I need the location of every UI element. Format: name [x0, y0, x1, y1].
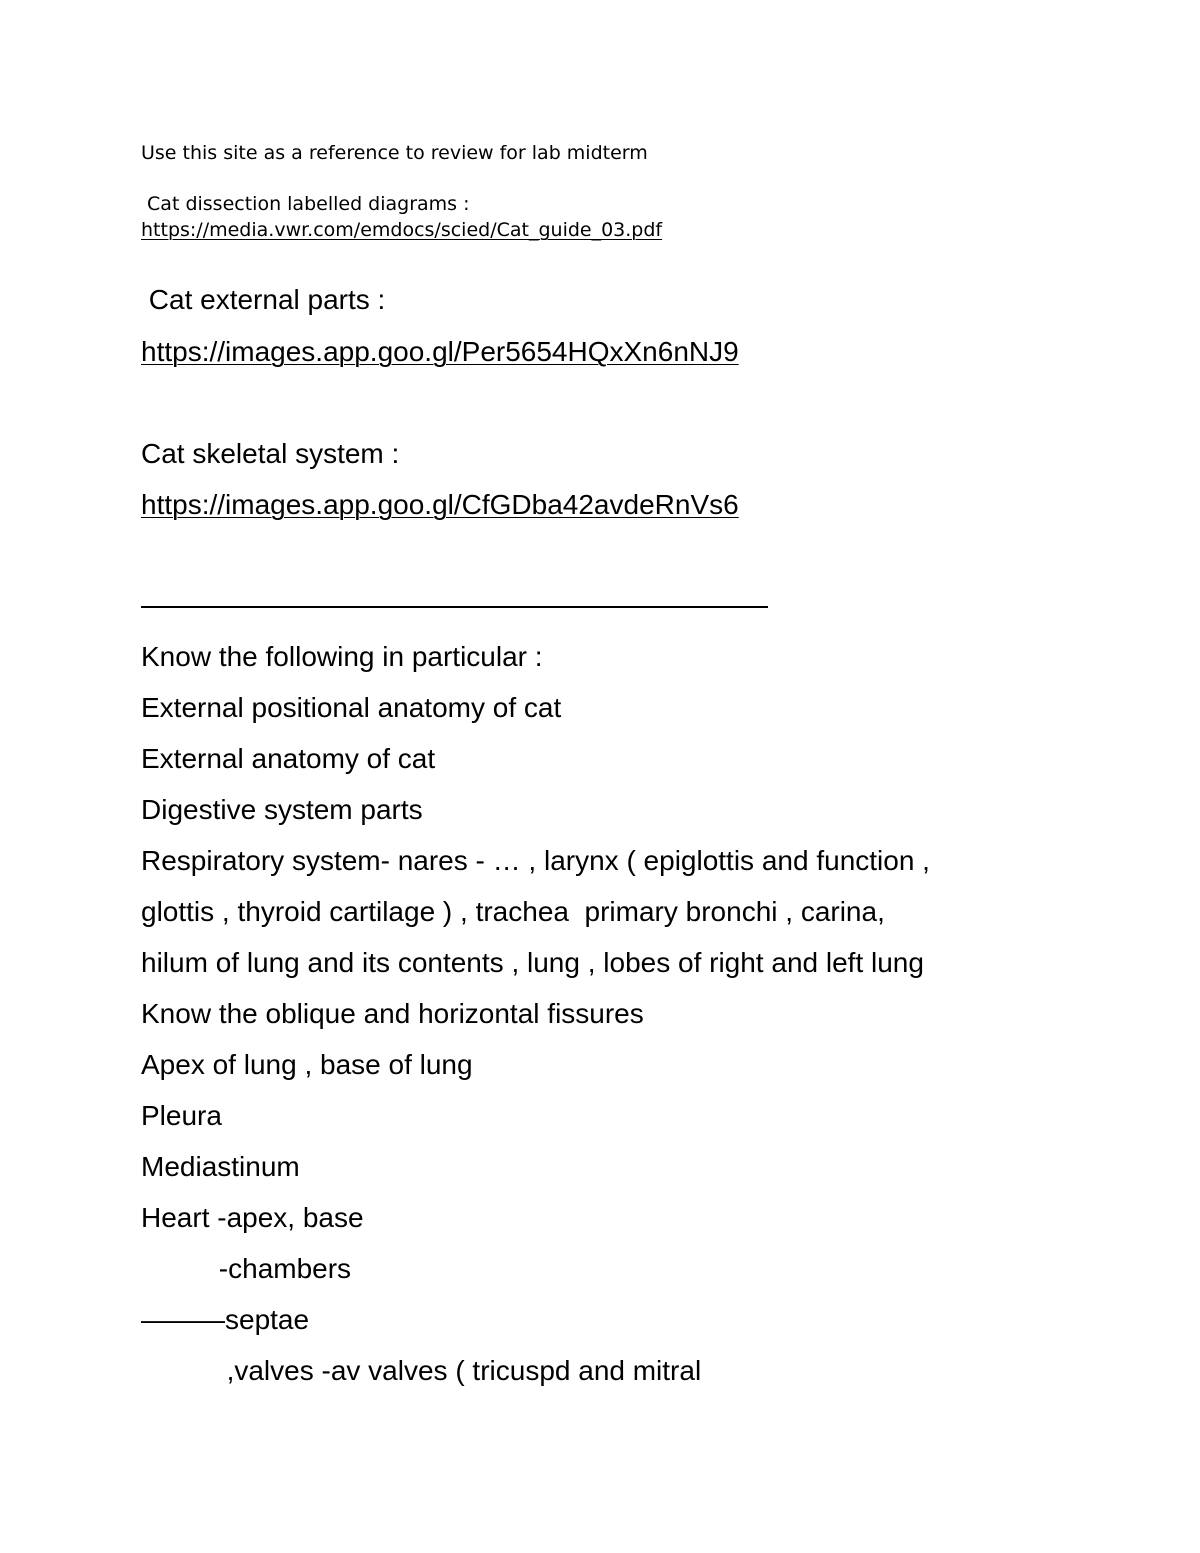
dissection-label: Cat dissection labelled diagrams : — [141, 193, 470, 215]
horizontal-divider — [141, 606, 768, 608]
dissection-link[interactable]: https://media.vwr.com/emdocs/scied/Cat_guide_03.pdf — [141, 219, 663, 241]
list-item: Know the oblique and horizontal fissures — [141, 998, 644, 1029]
external-parts-label: Cat external parts : — [141, 284, 386, 315]
external-parts-link[interactable]: https://images.app.goo.gl/Per5654HQxXn6nNJ9 — [141, 336, 739, 367]
list-item: Apex of lung , base of lung — [141, 1049, 473, 1080]
list-item: ,valves -av valves ( tricuspd and mitral — [141, 1355, 702, 1386]
list-item: ———septae — [141, 1304, 310, 1335]
list-item: hilum of lung and its contents , lung , lobes of right and left lung — [141, 947, 924, 978]
list-item: External anatomy of cat — [141, 743, 436, 774]
list-item: External positional anatomy of cat — [141, 692, 562, 723]
intro-text: Use this site as a reference to review for lab midterm — [141, 142, 648, 164]
list-item: -chambers — [141, 1253, 352, 1284]
skeletal-link[interactable]: https://images.app.goo.gl/CfGDba42avdeRnVs6 — [141, 489, 739, 520]
list-item: Heart -apex, base — [141, 1202, 364, 1233]
external-parts-link-line — [141, 335, 739, 369]
list-item: glottis , thyroid cartilage ) , trachea primary bronchi , carina, — [141, 896, 885, 927]
know-heading: Know the following in particular : — [141, 641, 543, 672]
list-item: Pleura — [141, 1100, 222, 1131]
list-item: Respiratory system- nares - … , larynx ( epiglottis and function , — [141, 845, 930, 876]
dissection-link-line — [141, 218, 662, 242]
list-item: Mediastinum — [141, 1151, 300, 1182]
skeletal-link-line — [141, 488, 739, 522]
skeletal-label: Cat skeletal system : — [141, 438, 400, 469]
list-item: Digestive system parts — [141, 794, 423, 825]
